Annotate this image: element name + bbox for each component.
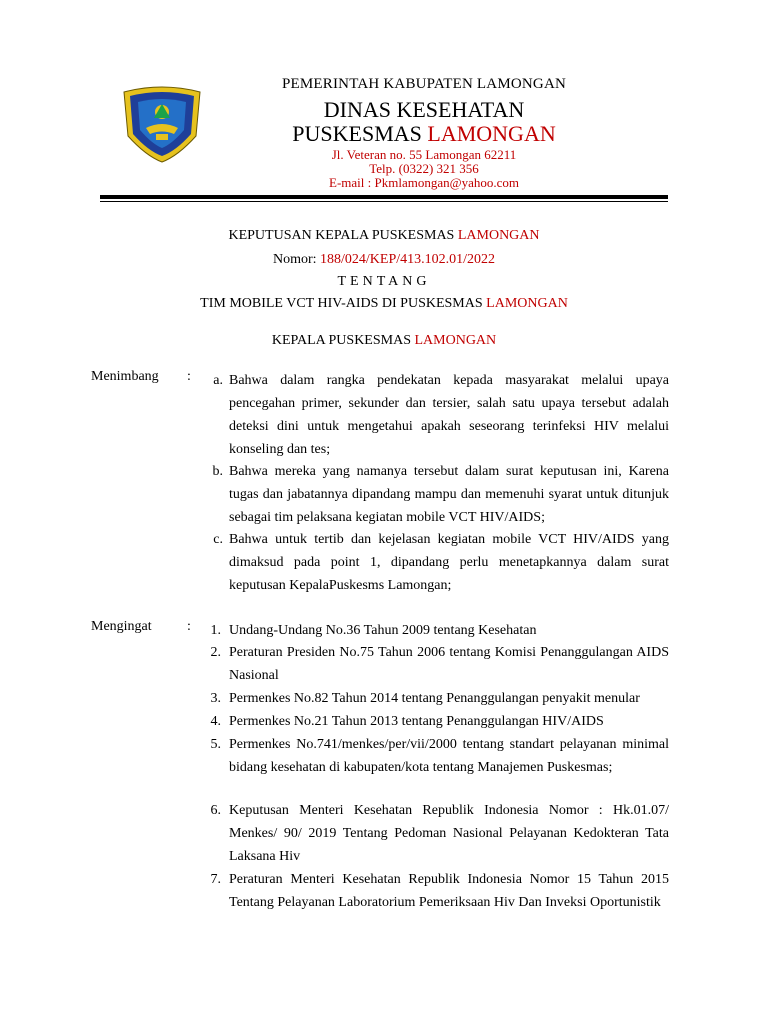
mengingat-mark-4: 4. (210, 714, 221, 729)
kop-telp: Telp. (0322) 321 356 (369, 161, 479, 176)
mengingat-mark-2: 2. (210, 645, 221, 660)
menimbang-item-b: Bahwa mereka yang namanya tersebut dalam surat keputusan ini, Karena tugas dan jabatannya dipandang mampu dan memenuhi syarat untuk ditunjuk sebagai tim pelaksana kegiatan mobile VCT HIV/AIDS; (229, 464, 669, 525)
kop-puskesmas-name: LAMONGAN (427, 121, 556, 146)
kop-alamat: Jl. Veteran no. 55 Lamongan 62211 (331, 147, 517, 162)
kabupaten-lamongan-emblem-icon (116, 84, 208, 164)
kop-dinas: DINAS KESEHATAN (323, 97, 525, 122)
menimbang-item-a: Bahwa dalam rangka pendekatan kepada masyarakat melalui upaya pencegahan primer, sekunder dan tersier, salah satu upaya tersebut adalah deteksi dini untuk mengetahui apakah seseorang terinfeksi HIV melalui konseling dan tes; (229, 373, 669, 457)
decree-title (100, 228, 668, 244)
mengingat-item-7: Peraturan Menteri Kesehatan Republik Indonesia Nomor 15 Tahun 2015 Tentang Pelayanan Laboratorium Pemeriksaan Hiv Dan Inveksi Oportunistik (229, 872, 669, 910)
mengingat-mark-6: 6. (210, 803, 221, 818)
letterhead-rule-thick (100, 195, 668, 199)
decree-kepala (100, 333, 668, 349)
menimbang-mark-c: c. (213, 532, 223, 547)
decree-title-prefix: KEPUTUSAN KEPALA PUSKESMAS (228, 228, 458, 243)
menimbang-label: Menimbang (91, 369, 159, 384)
decree-title-name: LAMONGAN (457, 228, 540, 243)
mengingat-mark-7: 7. (210, 872, 221, 887)
mengingat-label: Mengingat (91, 619, 152, 634)
kop-puskesmas-prefix: PUSKESMAS (292, 121, 428, 146)
decree-tentang: TENTANG (337, 274, 431, 289)
kop-email: E-mail : Pkmlamongan@yahoo.com (329, 175, 519, 190)
kop-puskesmas (240, 122, 608, 146)
mengingat-mark-1: 1. (210, 623, 221, 638)
kop-pemerintah: PEMERINTAH KABUPATEN LAMONGAN (281, 76, 567, 92)
decree-subject (100, 296, 668, 312)
decree-subject-prefix: TIM MOBILE VCT HIV-AIDS DI PUSKESMAS (200, 296, 487, 311)
decree-kepala-prefix: KEPALA PUSKESMAS (271, 333, 415, 348)
letterhead-rule-thin (100, 201, 668, 202)
decree-number (100, 252, 668, 268)
mengingat-item-3: Permenkes No.82 Tahun 2014 tentang Penanggulangan penyakit menular (229, 691, 640, 706)
decree-number-label: Nomor: (272, 252, 321, 267)
menimbang-mark-b: b. (212, 464, 223, 479)
mengingat-item-4: Permenkes No.21 Tahun 2013 tentang Penanggulangan HIV/AIDS (229, 714, 604, 729)
decree-number-value: 188/024/KEP/413.102.01/2022 (320, 252, 496, 267)
mengingat-colon: : (187, 619, 191, 634)
mengingat-item-2: Peraturan Presiden No.75 Tahun 2006 tentang Komisi Penanggulangan AIDS Nasional (229, 645, 669, 683)
decree-kepala-name: LAMONGAN (414, 333, 497, 348)
mengingat-mark-5: 5. (210, 737, 221, 752)
menimbang-item-c: Bahwa untuk tertib dan kejelasan kegiatan mobile VCT HIV/AIDS yang dimaksud pada point 1, dipandang perlu menetapkannya dalam surat keputusan KepalaPuskesms Lamongan; (229, 532, 669, 593)
mengingat-item-5: Permenkes No.741/menkes/per/vii/2000 tentang standart pelayanan minimal bidang kesehatan di kabupaten/kota tentang Manajemen Puskesmas; (229, 737, 669, 775)
mengingat-item-1: Undang-Undang No.36 Tahun 2009 tentang Kesehatan (229, 623, 537, 638)
decree-subject-name: LAMONGAN (486, 296, 568, 311)
menimbang-colon: : (187, 369, 191, 384)
mengingat-mark-3: 3. (210, 691, 221, 706)
menimbang-mark-a: a. (213, 373, 223, 388)
mengingat-item-6: Keputusan Menteri Kesehatan Republik Indonesia Nomor : Hk.01.07/ Menkes/ 90/ 2019 Tentang Pedoman Nasional Pelayanan Kedokteran Tata Laksana Hiv (229, 803, 669, 864)
